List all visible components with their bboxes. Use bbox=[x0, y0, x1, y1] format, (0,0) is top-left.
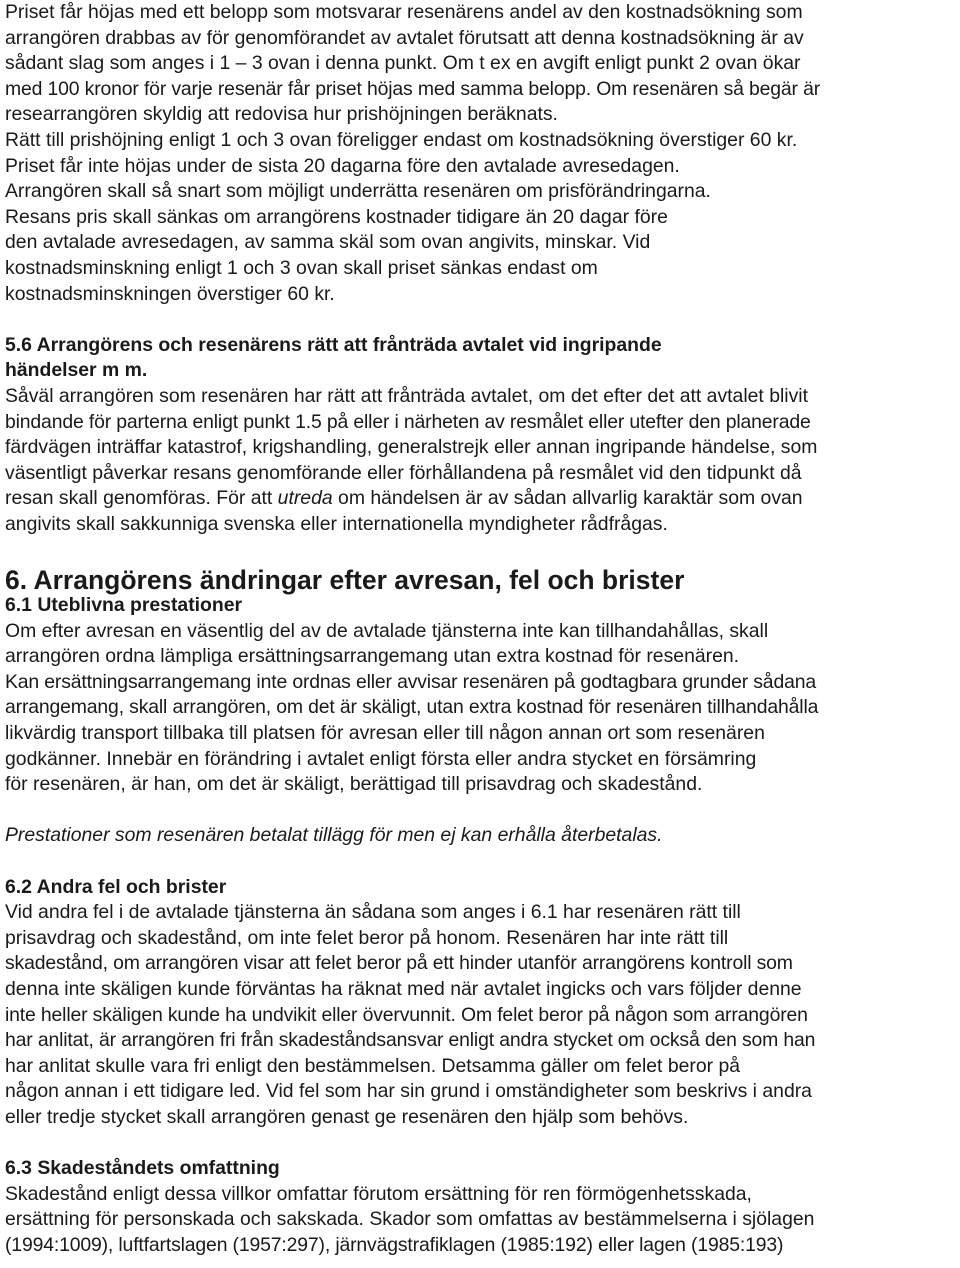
spacer bbox=[5, 798, 960, 824]
chapter-heading-6: 6. Arrangörens ändringar efter avresan, fel och brister bbox=[5, 565, 685, 596]
italic-note: Prestationer som resenären betalat tillägg för men ej kan erhålla återbetalas. bbox=[5, 824, 663, 847]
text-line: arrangemang, skall arrangören, om det är skäligt, utan extra kostnad för resenären tillhandahålla bbox=[5, 696, 819, 719]
text-line: (1994:1009), luftfartslagen (1957:297), järnvägstrafiklagen (1985:192) eller lagen (1985:193) bbox=[5, 1233, 784, 1256]
text-line: den avtalade avresedagen, av samma skäl som ovan angivits, minskar. Vid bbox=[5, 231, 651, 254]
text-line: med 100 kronor för varje resenär får priset höjas med samma belopp. Om resenären så begär är bbox=[5, 77, 821, 100]
text-line: godkänner. Innebär en förändring i avtalet enligt första eller andra stycket en försämring bbox=[5, 747, 757, 770]
section-heading-5-6: 5.6 Arrangörens och resenärens rätt att frånträda avtalet vid ingripande bbox=[5, 333, 662, 356]
spacer bbox=[5, 849, 960, 875]
text-line: Om efter avresan en väsentlig del av de avtalade tjänsterna inte kan tillhandahållas, skall bbox=[5, 619, 769, 642]
spacer bbox=[5, 1131, 960, 1157]
text-line: Resans pris skall sänkas om arrangörens kostnader tidigare än 20 dagar före bbox=[5, 205, 668, 228]
text-line: skadestånd, om arrangören visar att felet beror på ett hinder utanför arrangörens kontroll som bbox=[5, 952, 793, 975]
section-6 bbox=[5, 563, 960, 1258]
text-line: inte heller skäligen kunde ha undvikit eller övervunnit. Om felet beror på någon som arrangören bbox=[5, 1003, 808, 1026]
section-5-6 bbox=[5, 333, 960, 538]
text-line: likvärdig transport tillbaka till platsen för avresan eller till någon annan ort som resenären bbox=[5, 722, 765, 745]
text-line: bindande för parterna enligt punkt 1.5 på eller i närheten av resmålet eller utefter den planerade bbox=[5, 410, 811, 433]
spacer bbox=[5, 307, 960, 333]
text-line: har anlitat skulle vara fri enligt den bestämmelsen. Detsamma gäller om felet beror på bbox=[5, 1054, 741, 1077]
text-line: Arrangören skall så snart som möjligt underrätta resenären om prisförändringarna. bbox=[5, 180, 711, 203]
section-heading-6-3: 6.3 Skadeståndets omfattning bbox=[5, 1157, 280, 1180]
text-line: Vid andra fel i de avtalade tjänsterna än sådana som anges i 6.1 har resenären rätt till bbox=[5, 901, 741, 924]
paragraph-price-adjustment bbox=[5, 0, 960, 307]
spacer bbox=[5, 537, 960, 563]
section-heading-6-2: 6.2 Andra fel och brister bbox=[5, 875, 227, 898]
text-line: kostnadsminskning enligt 1 och 3 ovan skall priset sänkas endast om bbox=[5, 256, 598, 279]
text-line: har anlitat, är arrangören fri från skadeståndsansvar enligt andra stycket om också den som han bbox=[5, 1029, 816, 1052]
text-line: ersättning för personskada och sakskada. Skador som omfattas av bestämmelserna i sjölagen bbox=[5, 1208, 815, 1231]
text-line: väsentligt påverkar resans genomförande eller förhållandena på resmålet vid den tidpunkt då bbox=[5, 461, 802, 484]
text-line: Rätt till prishöjning enligt 1 och 3 ovan föreligger endast om kostnadsökning överstiger 60 kr. bbox=[5, 128, 798, 151]
document-page bbox=[5, 0, 960, 1259]
text-line: Skadestånd enligt dessa villkor omfattar förutom ersättning för ren förmögenhetsskada, bbox=[5, 1182, 752, 1205]
text-line: Priset får inte höjas under de sista 20 dagarna före den avtalade avresedagen. bbox=[5, 154, 680, 177]
text-line: eller tredje stycket skall arrangören genast ge resenären den hjälp som behövs. bbox=[5, 1105, 689, 1128]
text-line: prisavdrag och skadestånd, om inte felet beror på honom. Resenären har inte rätt till bbox=[5, 926, 729, 949]
text-line: Kan ersättningsarrangemang inte ordnas eller avvisar resenären på godtagbara grunder sådana bbox=[5, 670, 816, 693]
text-line bbox=[5, 486, 960, 512]
text-segment: om händelsen är av sådan allvarlig karaktär som ovan bbox=[332, 487, 803, 510]
text-line: researrangören skyldig att redovisa hur prishöjningen beräknats. bbox=[5, 103, 558, 126]
text-line: färdvägen inträffar katastrof, krigshandling, generalstrejk eller annan ingripande händelse, som bbox=[5, 436, 818, 459]
text-line: sådant slag som anges i 1 – 3 ovan i denna punkt. Om t ex en avgift enligt punkt 2 ovan ökar bbox=[5, 52, 801, 75]
text-line: Priset får höjas med ett belopp som motsvarar resenärens andel av den kostnadsökning som bbox=[5, 1, 803, 23]
emphasis-text: utreda bbox=[277, 487, 333, 510]
text-segment: resan skall genomföras. För att bbox=[5, 487, 278, 510]
section-heading-5-6-cont: händelser m m. bbox=[5, 359, 148, 382]
text-line: arrangören ordna lämpliga ersättningsarrangemang utan extra kostnad för resenären. bbox=[5, 645, 740, 668]
text-line: arrangören drabbas av för genomförandet av avtalet förutsatt att denna kostnadsökning är av bbox=[5, 26, 804, 49]
text-line: angivits skall sakkunniga svenska eller internationella myndigheter rådfrågas. bbox=[5, 512, 668, 535]
text-line: Såväl arrangören som resenären har rätt att frånträda avtalet, om det efter det att avtalet blivit bbox=[5, 384, 808, 407]
text-line: för resenären, är han, om det är skäligt, berättigad till prisavdrag och skadestånd. bbox=[5, 773, 703, 796]
text-line: denna inte skäligen kunde förväntas ha räknat med när avtalet ingicks och vars följder denne bbox=[5, 977, 802, 1000]
section-heading-6-1: 6.1 Uteblivna prestationer bbox=[5, 594, 243, 617]
text-line: någon annan i ett tidigare led. Vid fel som har sin grund i omständigheter som beskrivs i andra bbox=[5, 1080, 812, 1103]
text-line: kostnadsminskningen överstiger 60 kr. bbox=[5, 282, 335, 305]
